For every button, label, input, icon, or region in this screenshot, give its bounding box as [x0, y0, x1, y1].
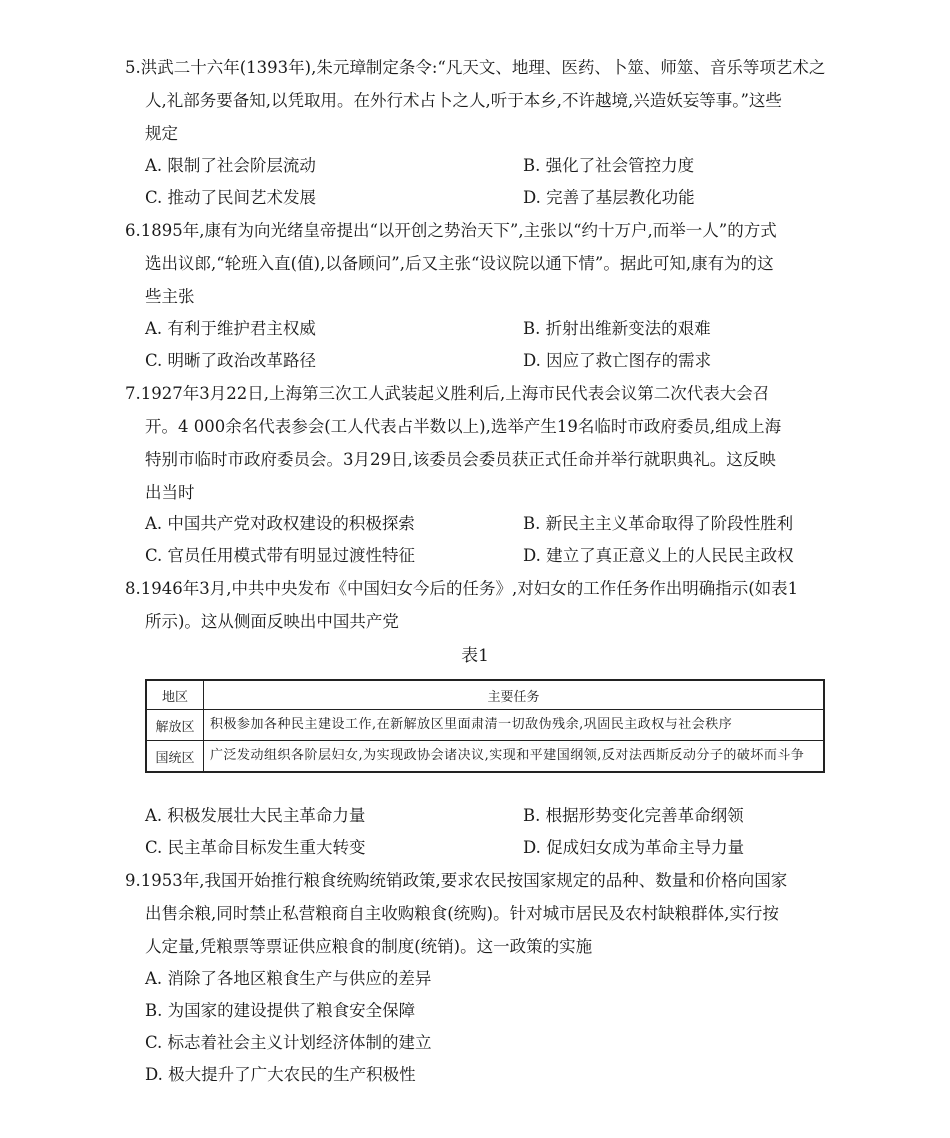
- table-row: [146, 710, 824, 741]
- question-6-line-1: 6.1895年,康有为向光绪皇帝提出“以开创之势治天下”,主张以“约十万户,而举一人”的方式: [125, 221, 777, 240]
- question-9-line-2: 出售余粮,同时禁止私营粮商自主收购粮食(统购)。针对城市居民及农村缺粮群体,实行按: [145, 904, 779, 923]
- question-9-option-c: C. 标志着社会主义计划经济体制的建立: [145, 1033, 432, 1052]
- table-header-row: [146, 680, 824, 710]
- question-6-option-b: B. 折射出维新变法的艰难: [523, 319, 711, 338]
- question-5-option-d: D. 完善了基层教化功能: [523, 188, 695, 207]
- question-8-line-2: 所示)。这从侧面反映出中国共产党: [145, 612, 399, 631]
- question-7-line-4: 出当时: [145, 483, 195, 502]
- question-6-line-2: 选出议郎,“轮班入直(值),以备顾问”,后又主张“设议院以通下情”。据此可知,康有为的这: [145, 254, 774, 273]
- question-9-line-1: 9.1953年,我国开始推行粮食统购统销政策,要求农民按国家规定的品种、数量和价格向国家: [125, 871, 788, 890]
- question-9-line-3: 人定量,凭粮票等票证供应粮食的制度(统销)。这一政策的实施: [145, 937, 593, 956]
- question-6-option-d: D. 因应了救亡图存的需求: [523, 351, 712, 370]
- question-8-option-d: D. 促成妇女成为革命主导力量: [523, 838, 745, 857]
- table-row: [146, 741, 824, 773]
- question-7-option-d: D. 建立了真正意义上的人民民主政权: [523, 546, 794, 565]
- question-5-line-1: 5.洪武二十六年(1393年),朱元璋制定条令:“凡天文、地理、医药、卜筮、师筮、音乐等项艺术之: [125, 58, 826, 77]
- task-table: [145, 679, 825, 773]
- question-5-line-3: 规定: [145, 124, 178, 143]
- question-7-option-c: C. 官员任用模式带有明显过渡性特征: [145, 546, 416, 565]
- question-5-option-c: C. 推动了民间艺术发展: [145, 188, 317, 207]
- table-cell-task: 积极参加各种民主建设工作,在新解放区里面肃清一切敌伪残余,巩固民主政权与社会秩序: [204, 710, 825, 741]
- question-9-option-b: B. 为国家的建设提供了粮食安全保障: [145, 1001, 416, 1020]
- question-8-line-1: 8.1946年3月,中共中央发布《中国妇女今后的任务》,对妇女的工作任务作出明确指示(如表1: [125, 579, 799, 598]
- question-7-line-1: 7.1927年3月22日,上海第三次工人武装起义胜利后,上海市民代表会议第二次代表大会召: [125, 384, 770, 403]
- question-9-option-d: D. 极大提升了广大农民的生产积极性: [145, 1065, 416, 1084]
- question-6-line-3: 些主张: [145, 287, 195, 306]
- table-cell-region: 国统区: [146, 741, 204, 773]
- table-header-task: 主要任务: [204, 680, 825, 710]
- question-8-option-b: B. 根据形势变化完善革命纲领: [523, 806, 744, 825]
- question-6-option-a: A. 有利于维护君主权威: [145, 319, 316, 338]
- question-5-option-a: A. 限制了社会阶层流动: [145, 156, 316, 175]
- question-9-option-a: A. 消除了各地区粮食生产与供应的差异: [145, 969, 432, 988]
- question-5-line-2: 人,礼部务要备知,以凭取用。在外行术占卜之人,听于本乡,不许越境,兴造妖妄等事。”这些: [145, 91, 782, 110]
- table-header-region: 地区: [146, 680, 204, 710]
- question-6-option-c: C. 明晰了政治改革路径: [145, 351, 317, 370]
- question-7-option-b: B. 新民主主义革命取得了阶段性胜利: [523, 514, 794, 533]
- question-7-line-3: 特别市临时市政府委员会。3月29日,该委员会委员获正式任命并举行就职典礼。这反映: [145, 450, 776, 469]
- question-7-option-a: A. 中国共产党对政权建设的积极探索: [145, 514, 415, 533]
- question-7-line-2: 开。4 000余名代表参会(工人代表占半数以上),选举产生19名临时市政府委员,组成上海: [145, 417, 782, 436]
- question-8-option-c: C. 民主革命目标发生重大转变: [145, 838, 366, 857]
- table-cell-region: 解放区: [146, 710, 204, 741]
- question-5-option-b: B. 强化了社会管控力度: [523, 156, 695, 175]
- table-cell-task: 广泛发动组织各阶层妇女,为实现政协会诸决议,实现和平建国纲领,反对法西斯反动分子的破坏而斗争: [204, 741, 825, 773]
- question-8-option-a: A. 积极发展壮大民主革命力量: [145, 806, 366, 825]
- table-caption: 表1: [461, 646, 489, 666]
